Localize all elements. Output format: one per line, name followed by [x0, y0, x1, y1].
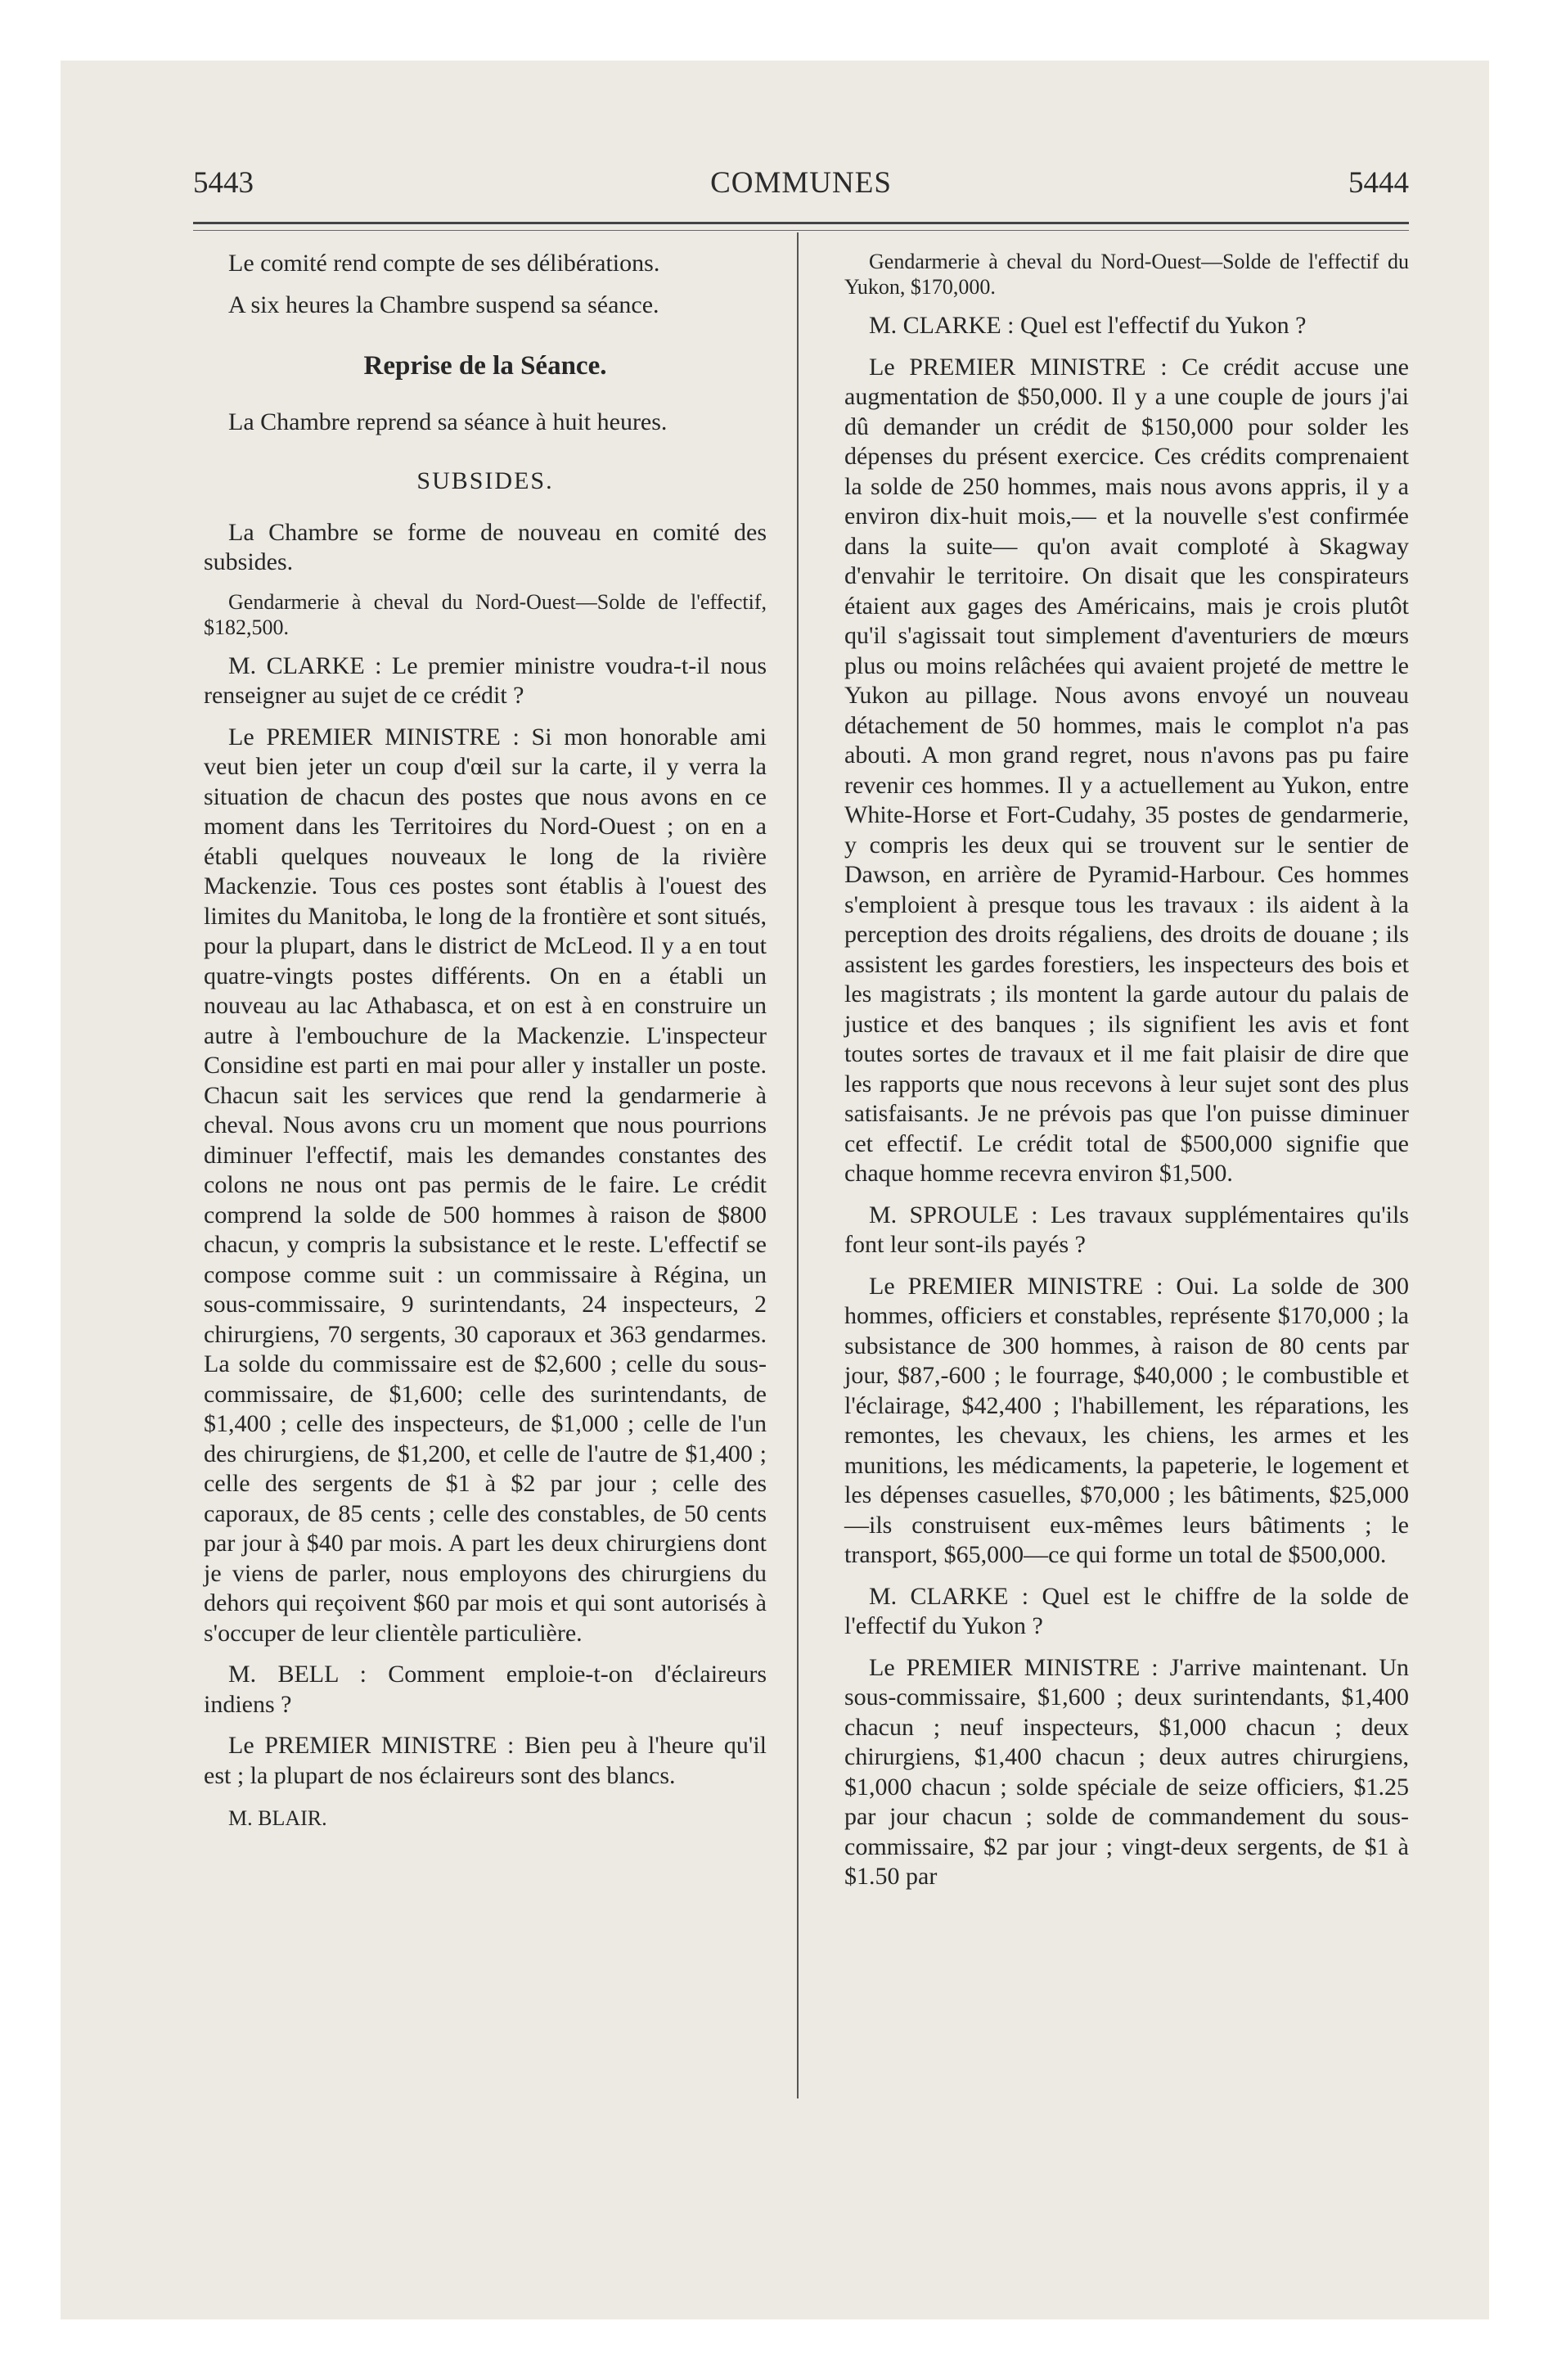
scanned-page: [61, 61, 1489, 2319]
paragraph: La Chambre se forme de nouveau en comité des subsides.: [204, 518, 767, 575]
paragraph: Le comité rend compte de ses délibérations.: [228, 250, 660, 277]
budget-item: Gendarmerie à cheval du Nord-Ouest—Solde de l'effectif du Yukon, $170,000.: [844, 250, 1409, 299]
section-heading: Reprise de la Séance.: [363, 351, 607, 381]
speaker-footer: M. BLAIR.: [228, 1806, 327, 1830]
paragraph: La Chambre reprend sa séance à huit heures.: [228, 408, 668, 435]
right-column: [844, 249, 1409, 1904]
paragraph: M. SPROULE : Les travaux supplémentaires qu'ils font leur sont-ils payés ?: [844, 1201, 1409, 1258]
page-number-left: 5443: [193, 166, 254, 200]
section-subheading: SUBSIDES.: [416, 467, 554, 494]
paragraph: Le PREMIER MINISTRE : Si mon honorable ami veut bien jeter un coup d'œil sur la carte, il y verra la situation de chacun des postes que nous avons en ce moment dans les Territoires du Nord-Ouest ; on en a établi quelques nouveaux le long de la rivière Mackenzie. Tous ces postes sont établis à l'ouest des limites du Manitoba, le long de la frontière et sont situés, pour la plupart, dans le district de McLeod. Il y a en tout quatre-vingts postes différents. On en a établi un nouveau au lac Athabasca, et on est à en construire un autre à l'embouchure de la Mackenzie. L'inspecteur Considine est parti en mai pour aller y installer un poste. Chacun sait les services que rend la gendarmerie à cheval. Nous avons cru un moment que nous pourrions diminuer l'effectif, mais les demandes constantes des colons ne nous ont pas permis de le faire. Le crédit comprend la solde de 500 hommes à raison de $800 chacun, y compris la subsistance et le reste. L'effectif se compose comme suit : un commissaire à Régina, un sous-commissaire, 9 surintendants, 24 inspecteurs, 2 chirurgiens, 70 sergents, 30 caporaux et 363 gendarmes. La solde du commissaire est de $2,600 ; celle du sous-commissaire, de $1,600; celle des surintendants, de $1,400 ; celle des inspecteurs, de $1,000 ; celle de l'un des chirurgiens, de $1,200, et celle de l'autre de $1,400 ; celle des sergents de $1 à $2 par jour ; celle des caporaux, de 85 cents ; celle des constables, de 50 cents par jour à $40 par mois. A part les deux chirurgiens dont je viens de parler, nous employons des chirurgiens du dehors qui reçoivent $60 par mois et qui sont autorisés à s'occuper de leur clientèle particulière.: [204, 723, 767, 1647]
running-title: COMMUNES: [710, 166, 892, 200]
paragraph: M. CLARKE : Le premier ministre voudra-t-il nous renseigner au sujet de ce crédit ?: [204, 651, 767, 709]
column-divider: [797, 232, 799, 2098]
paragraph: A six heures la Chambre suspend sa séance.: [228, 291, 659, 318]
budget-item: Gendarmerie à cheval du Nord-Ouest—Solde de l'effectif, $182,500.: [204, 589, 767, 639]
page-header: [193, 159, 1409, 208]
paragraph: Le PREMIER MINISTRE : Bien peu à l'heure qu'il est ; la plupart de nos éclaireurs sont des blancs.: [204, 1732, 767, 1789]
paragraph: Le PREMIER MINISTRE : Oui. La solde de 300 hommes, officiers et constables, représente $170,000 ; la subsistance de 300 hommes, à raison de 80 cents par jour, $87,-600 ; le fourrage, $40,000 ; le combustible et l'éclairage, $42,400 ; l'habillement, les réparations, les remontes, les chevaux, les chiens, les armes et les munitions, les médicaments, la papeterie, le logement et les dépenses casuelles, $70,000 ; les bâtiments, $25,000—ils construisent eux-mêmes leurs bâtiments ; le transport, $65,000—ce qui forme un total de $500,000.: [844, 1272, 1409, 1568]
paragraph: M. CLARKE : Quel est l'effectif du Yukon ?: [869, 312, 1307, 339]
paragraph: M. BELL : Comment emploie-t-on d'éclaireurs indiens ?: [204, 1661, 767, 1718]
paragraph: Le PREMIER MINISTRE : J'arrive maintenant. Un sous-commissaire, $1,600 ; deux surintendants, $1,400 chacun ; neuf inspecteurs, $1,000 chacun ; deux chirurgiens, $1,400 chacun ; deux autres chirurgiens, $1,000 chacun ; solde spéciale de seize officiers, $1.25 par jour chacun ; solde de commandement du sous-commissaire, $2 par jour ; vingt-deux sergents, de $1 à $1.50 par: [844, 1653, 1409, 1890]
header-rule-thin: [193, 230, 1409, 231]
paragraph: Le PREMIER MINISTRE : Ce crédit accuse une augmentation de $50,000. Il y a une couple de jours j'ai dû demander un crédit de $150,000 pour solder les dépenses du présent exercice. Ces crédits comprenaient la solde de 250 hommes, mais nous avons appris, il y a environ dix-huit mois,— et la nouvelle s'est confirmée dans la suite— qu'on avait comploté à Skagway d'envahir le territoire. On disait que les conspirateurs étaient aux gages des Américains, mais je crois plutôt qu'il s'agissait tout simplement d'aventuriers de mœurs plus ou moins relâchées qui avaient projeté de mettre le Yukon au pillage. Nous avons envoyé un nouveau détachement de 50 hommes, mais le complot n'a pas abouti. A mon grand regret, nous n'avons pas pu faire revenir ces hommes. Il y a actuellement au Yukon, entre White-Horse et Fort-Cudahy, 35 postes de gendarmerie, y compris les deux qui se trouvent sur le sentier de Dawson, en arrière de Pyramid-Harbour. Ces hommes s'emploient à presque tous les travaux : ils aident à la perception des droits régaliens, des droits de douane ; ils assistent les gardes forestiers, les inspecteurs des bois et les magistrats ; ils montent la garde autour du palais de justice et des banques ; ils signifient les avis et font toutes sortes de travaux et il me fait plaisir de dire que les rapports que nous recevons à leur sujet sont des plus satisfaisants. Je ne prévois pas que l'on puisse diminuer cet effectif. Le crédit total de $500,000 signifie que chaque homme recevra environ $1,500.: [844, 353, 1409, 1187]
page-number-right: 5444: [1348, 166, 1409, 200]
header-rule-thick: [193, 222, 1409, 224]
paragraph: M. CLARKE : Quel est le chiffre de la solde de l'effectif du Yukon ?: [844, 1582, 1409, 1639]
left-column: [204, 249, 767, 1846]
